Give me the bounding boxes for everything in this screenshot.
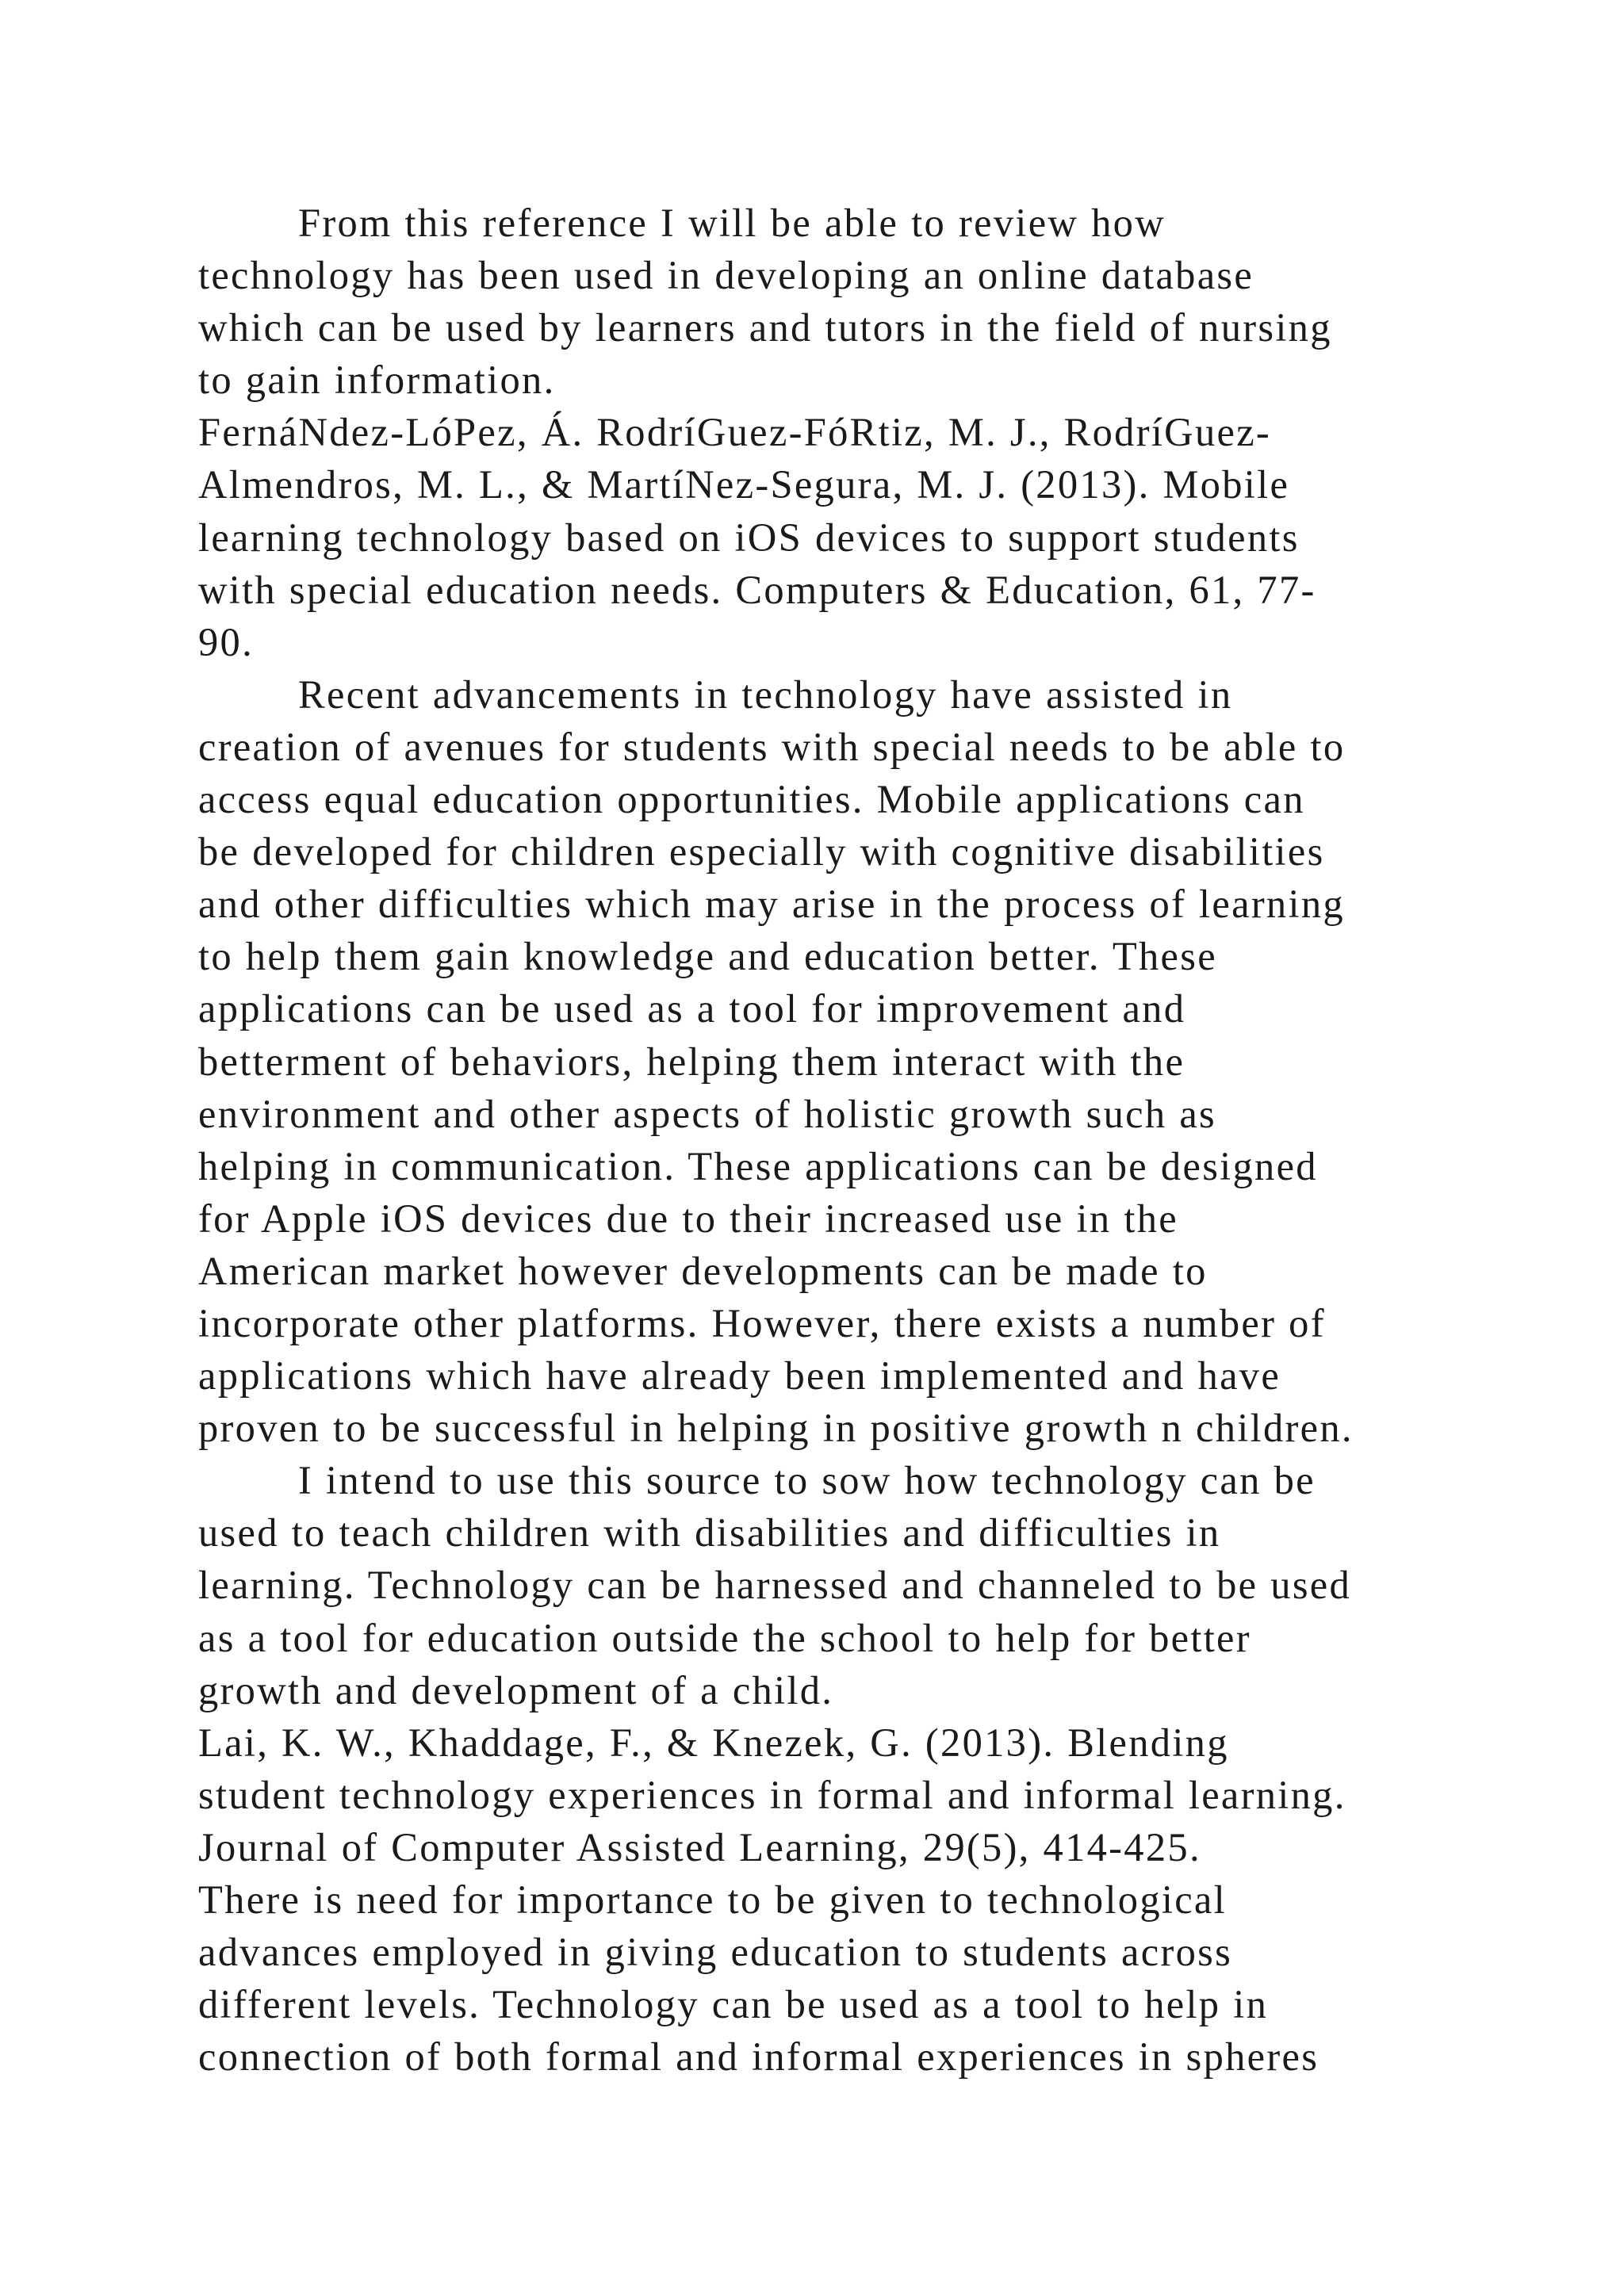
text-line: and other difficulties which may arise in the process of learning — [198, 882, 1345, 927]
text-line: connection of both formal and informal experiences in spheres — [198, 2034, 1320, 2080]
document-body — [198, 197, 1507, 2083]
text-line: Almendros, M. L., & MartíNez-Segura, M. J. (2013). Mobile — [198, 462, 1290, 507]
text-line: to gain information. — [198, 358, 556, 403]
text-line: advances employed in giving education to students across — [198, 1930, 1233, 1975]
text-line: Lai, K. W., Khaddage, F., & Knezek, G. (2013). Blending — [198, 1720, 1229, 1765]
text-line: creation of avenues for students with special needs to be able to — [198, 724, 1346, 769]
text-line: learning technology based on iOS devices to support students — [198, 515, 1300, 560]
text-line: student technology experiences in formal and informal learning. — [198, 1772, 1346, 1817]
text-line: environment and other aspects of holistic growth such as — [198, 1091, 1216, 1136]
text-line: with special education needs. Computers & Education, 61, 77- — [198, 567, 1316, 612]
text-line: Journal of Computer Assisted Learning, 29(5), 414-425. — [198, 1824, 1201, 1869]
text-line: From this reference I will be able to review how — [298, 201, 1166, 245]
text-line: I intend to use this source to sow how technology can be — [298, 1458, 1316, 1503]
text-line: growth and development of a child. — [198, 1667, 834, 1712]
text-line: incorporate other platforms. However, there exists a number of — [198, 1300, 1326, 1345]
text-line: learning. Technology can be harnessed and channeled to be used — [198, 1563, 1352, 1608]
text-line: which can be used by learners and tutors in the field of nursing — [198, 305, 1332, 350]
text-line: There is need for importance to be given to technological — [198, 1877, 1227, 1922]
text-line: Recent advancements in technology have assisted in — [298, 672, 1233, 717]
text-line: 90. — [198, 619, 255, 664]
text-line: FernáNdez-LóPez, Á. RodríGuez-FóRtiz, M. J., RodríGuez- — [198, 410, 1272, 455]
text-line: different levels. Technology can be used as a tool to help in — [198, 1982, 1269, 2027]
text-line: betterment of behaviors, helping them interact with the — [198, 1039, 1185, 1084]
text-line: helping in communication. These applications can be designed — [198, 1143, 1318, 1188]
text-line: used to teach children with disabilities and difficulties in — [198, 1510, 1221, 1556]
text-line: applications which have already been implemented and have — [198, 1353, 1281, 1399]
text-line: American market however developments can be made to — [198, 1248, 1208, 1293]
text-line: be developed for children especially with cognitive disabilities — [198, 829, 1325, 874]
text-line: proven to be successful in helping in positive growth n children. — [198, 1406, 1354, 1451]
text-line: as a tool for education outside the school to help for better — [198, 1615, 1251, 1660]
text-line: applications can be used as a tool for improvement and — [198, 986, 1186, 1031]
text-line: for Apple iOS devices due to their increased use in the — [198, 1196, 1178, 1241]
text-line: access equal education opportunities. Mobile applications can — [198, 777, 1305, 822]
text-line: technology has been used in developing an online database — [198, 253, 1254, 298]
text-line: to help them gain knowledge and education better. These — [198, 934, 1217, 979]
